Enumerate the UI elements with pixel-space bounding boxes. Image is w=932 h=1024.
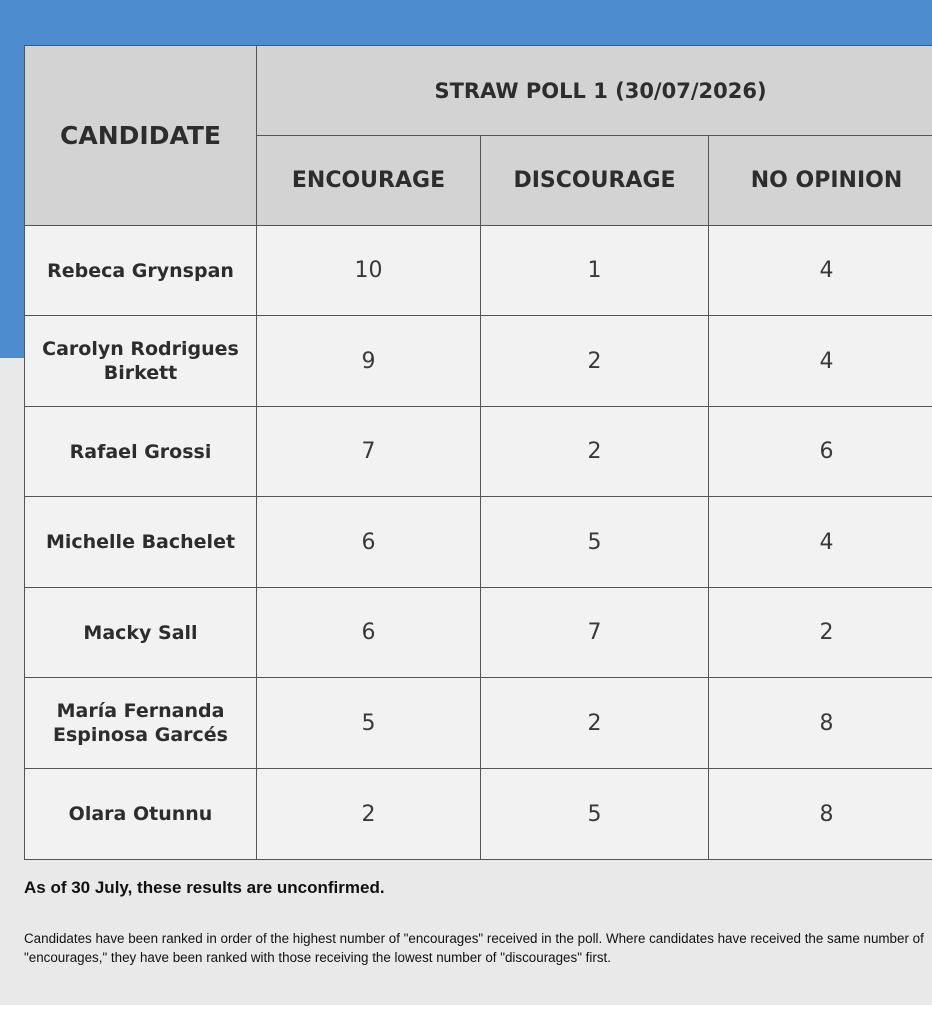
discourage-count: 7 xyxy=(481,588,709,678)
encourage-count: 5 xyxy=(257,678,481,769)
table-row xyxy=(25,497,932,588)
encourage-count: 10 xyxy=(257,226,481,316)
no-opinion-count: 4 xyxy=(709,226,932,316)
no-opinion-count: 4 xyxy=(709,316,932,407)
unconfirmed-note: As of 30 July, these results are unconfirmed. xyxy=(24,878,385,897)
discourage-count: 5 xyxy=(481,769,709,860)
candidate-name: Olara Otunnu xyxy=(25,769,257,860)
no-opinion-count: 2 xyxy=(709,588,932,678)
discourage-count: 2 xyxy=(481,678,709,769)
candidate-name: Michelle Bachelet xyxy=(25,497,257,588)
table-row xyxy=(25,226,932,316)
candidate-name: Macky Sall xyxy=(25,588,257,678)
accent-side-block xyxy=(0,0,25,358)
no-opinion-count: 8 xyxy=(709,678,932,769)
encourage-count: 7 xyxy=(257,407,481,497)
discourage-count: 2 xyxy=(481,407,709,497)
ranking-footnote: Candidates have been ranked in order of the highest number of "encourages" received in the poll. Where candidates have received the same number of "encourages," they have been ranked with those receiving the lowest number of "discourages" first. xyxy=(24,931,924,965)
candidate-name: Rebeca Grynspan xyxy=(25,226,257,316)
header-discourage: DISCOURAGE xyxy=(481,136,709,226)
no-opinion-count: 4 xyxy=(709,497,932,588)
accent-banner xyxy=(0,0,932,46)
straw-poll-table xyxy=(24,45,932,860)
candidate-name: Carolyn Rodrigues Birkett xyxy=(25,316,257,407)
header-candidate: CANDIDATE xyxy=(25,46,257,226)
discourage-count: 2 xyxy=(481,316,709,407)
discourage-count: 1 xyxy=(481,226,709,316)
table-row xyxy=(25,588,932,678)
header-encourage: ENCOURAGE xyxy=(257,136,481,226)
candidate-name: María Fernanda Espinosa Garcés xyxy=(25,678,257,769)
header-no-opinion: NO OPINION xyxy=(709,136,932,226)
discourage-count: 5 xyxy=(481,497,709,588)
encourage-count: 6 xyxy=(257,588,481,678)
candidate-name: Rafael Grossi xyxy=(25,407,257,497)
no-opinion-count: 6 xyxy=(709,407,932,497)
table-row xyxy=(25,678,932,769)
table-row xyxy=(25,769,932,860)
encourage-count: 2 xyxy=(257,769,481,860)
no-opinion-count: 8 xyxy=(709,769,932,860)
encourage-count: 9 xyxy=(257,316,481,407)
table-row xyxy=(25,407,932,497)
encourage-count: 6 xyxy=(257,497,481,588)
table-row xyxy=(25,316,932,407)
header-straw-poll: STRAW POLL 1 (30/07/2026) xyxy=(257,46,932,136)
